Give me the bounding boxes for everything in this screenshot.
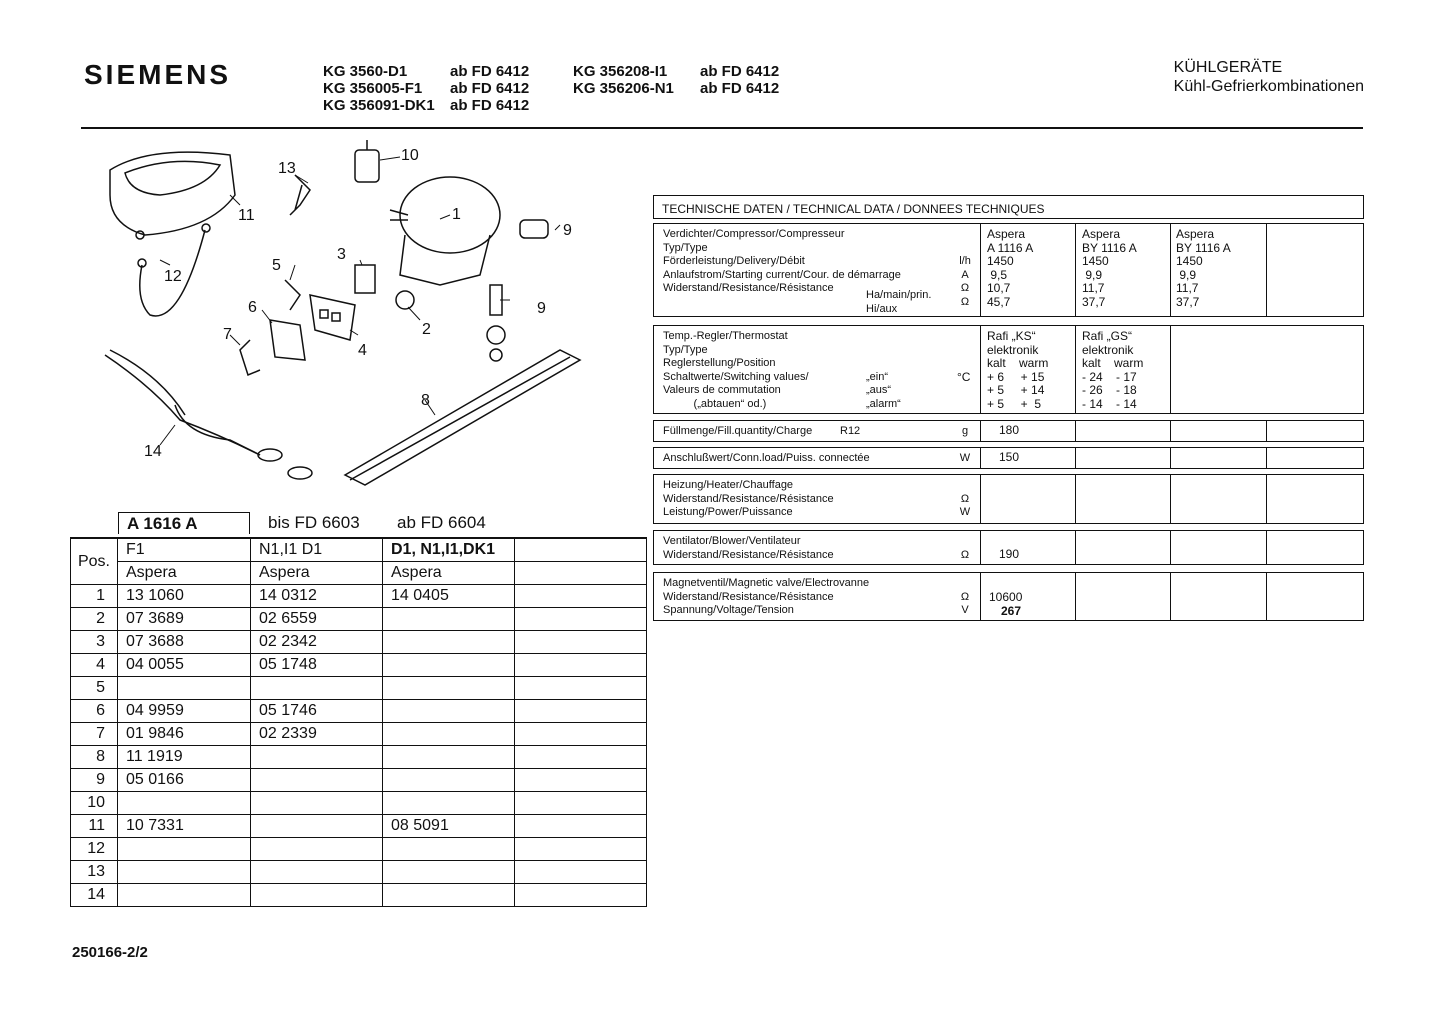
pos-cell: 5 xyxy=(71,677,118,700)
variant-cell xyxy=(515,538,647,562)
table-row xyxy=(71,792,647,815)
part-number-cell: 08 5091 xyxy=(383,815,515,838)
col-divider xyxy=(980,224,981,316)
category-title xyxy=(1174,58,1364,96)
part-number-cell: 04 0055 xyxy=(118,654,251,677)
part-number-cell xyxy=(383,631,515,654)
part-number-cell xyxy=(515,815,647,838)
model-ab: ab FD 6412 xyxy=(450,63,530,80)
col-divider xyxy=(980,573,981,620)
table-row xyxy=(71,654,647,677)
compressor-col2: Aspera BY 1116 A 1450 9,9 11,7 37,7 xyxy=(1082,227,1137,309)
part-number-cell xyxy=(515,746,647,769)
charge-value: 180 xyxy=(999,423,1020,437)
model-ab: ab FD 6412 xyxy=(700,63,780,80)
part-number-cell: 07 3688 xyxy=(118,631,251,654)
part-number-cell: 07 3689 xyxy=(118,608,251,631)
pos-cell: 11 xyxy=(71,815,118,838)
model-name: KG 356208-I1 xyxy=(573,63,668,80)
part-number-cell xyxy=(383,792,515,815)
col-divider xyxy=(1170,531,1171,564)
pos-cell: 12 xyxy=(71,838,118,861)
col-divider xyxy=(1170,475,1171,523)
part-number-cell xyxy=(515,838,647,861)
valve-value-voltage: 267 xyxy=(1001,604,1022,618)
col-divider xyxy=(1266,475,1267,523)
model-ab: ab FD 6412 xyxy=(450,97,530,114)
compressor-col3: Aspera BY 1116 A 1450 9,9 11,7 37,7 xyxy=(1176,227,1231,309)
part-terminal-box-icon xyxy=(310,295,355,340)
part-number-cell: 02 6559 xyxy=(251,608,383,631)
part-number-cell xyxy=(515,861,647,884)
part-number-cell xyxy=(118,861,251,884)
pos-header: Pos. xyxy=(71,538,118,585)
part-number-cell xyxy=(515,792,647,815)
part-number-cell xyxy=(383,838,515,861)
thermostat-col2: Rafi „GS“ elektronik kalt warm - 24 - 17 - 26 - 18 - 14 - 14 xyxy=(1082,329,1144,411)
col-divider xyxy=(1075,573,1076,620)
maker-cell: Aspera xyxy=(383,562,515,585)
part-number-cell xyxy=(383,861,515,884)
part-number-cell xyxy=(118,838,251,861)
part-relay-icon xyxy=(355,265,375,293)
callout-label: 11 xyxy=(238,207,255,224)
part-number-cell xyxy=(515,677,647,700)
part-number-cell xyxy=(383,723,515,746)
part-number-cell xyxy=(515,654,647,677)
variant-cell: F1 xyxy=(118,538,251,562)
part-number-cell: 14 0312 xyxy=(251,585,383,608)
col-divider xyxy=(980,475,981,523)
thermostat-section xyxy=(653,325,1364,414)
col-divider xyxy=(1170,448,1171,468)
part-number-cell xyxy=(251,792,383,815)
part-number-cell xyxy=(251,746,383,769)
callout-label: 3 xyxy=(337,246,346,263)
part-number-cell xyxy=(383,654,515,677)
model-name: KG 356005-F1 xyxy=(323,80,423,97)
part-number-cell xyxy=(383,746,515,769)
model-ab-list-1 xyxy=(450,63,529,114)
pos-cell: 10 xyxy=(71,792,118,815)
refrigerant: R12 xyxy=(840,425,861,437)
part-number-cell: 05 0166 xyxy=(118,769,251,792)
callout-label: 2 xyxy=(422,321,431,338)
callout-label: 1 xyxy=(452,206,461,223)
heater-section xyxy=(653,474,1364,524)
model-ab: ab FD 6412 xyxy=(450,80,530,97)
part-number-cell xyxy=(515,700,647,723)
variant-cell: N1,I1 D1 xyxy=(251,538,383,562)
maker-cell xyxy=(515,562,647,585)
part-compressor-icon xyxy=(390,177,500,285)
col-divider xyxy=(1266,573,1267,620)
model-ab-list-2 xyxy=(700,63,779,97)
col-divider xyxy=(1266,448,1267,468)
col-divider xyxy=(980,448,981,468)
thermostat-unit: °C xyxy=(957,370,971,384)
part-number-cell xyxy=(515,585,647,608)
part-number-cell xyxy=(118,884,251,907)
col-divider xyxy=(1170,224,1171,316)
col-divider xyxy=(1075,326,1076,413)
table-row xyxy=(71,677,647,700)
part-number-cell xyxy=(515,608,647,631)
part-number-cell xyxy=(515,631,647,654)
part-number-cell: 01 9846 xyxy=(118,723,251,746)
part-capacitor-icon xyxy=(355,140,379,182)
ha-label: Ha/main/prin. xyxy=(866,289,932,301)
compressor-labels: Verdichter/Compressor/Compresseur Typ/Type Förderleistung/Delivery/Débit Anlaufstrom/Starting current/Cour. de démarrage Widerstand/Resistance/Résistance xyxy=(663,228,901,295)
pos-cell: 3 xyxy=(71,631,118,654)
blower-labels: Ventilator/Blower/Ventilateur Widerstand/Resistance/Résistance xyxy=(663,535,834,561)
col-divider xyxy=(1075,448,1076,468)
part-overload-icon xyxy=(396,291,414,309)
part-number-cell xyxy=(383,884,515,907)
brand-logo: SIEMENS xyxy=(84,59,232,90)
part-number-cell xyxy=(251,677,383,700)
col-divider xyxy=(1075,224,1076,316)
part-bracket-icon xyxy=(285,280,300,310)
table-row xyxy=(71,815,647,838)
callout-label: 8 xyxy=(421,392,430,409)
pos-cell: 8 xyxy=(71,746,118,769)
col-divider xyxy=(1075,475,1076,523)
callout-label: 12 xyxy=(164,268,182,285)
col-divider xyxy=(1170,326,1171,413)
compressor-units: l/h A Ω Ω xyxy=(959,255,971,308)
pos-cell: 13 xyxy=(71,861,118,884)
part-number-cell: 02 2342 xyxy=(251,631,383,654)
table-row xyxy=(71,769,647,792)
part-number-cell: 04 9959 xyxy=(118,700,251,723)
pos-cell: 1 xyxy=(71,585,118,608)
part-number-cell: 13 1060 xyxy=(118,585,251,608)
callout-label: 4 xyxy=(358,342,367,359)
col-divider xyxy=(1266,531,1267,564)
model-list-2 xyxy=(573,63,674,97)
part-number-cell xyxy=(383,608,515,631)
blower-section xyxy=(653,530,1364,565)
compressor-col1: Aspera A 1116 A 1450 9,5 10,7 45,7 xyxy=(987,227,1034,309)
model-name: KG 356206-N1 xyxy=(573,80,674,97)
part-number-cell xyxy=(515,884,647,907)
charge-label: Füllmenge/Fill.quantity/Charge xyxy=(663,425,813,437)
charge-section xyxy=(653,420,1364,442)
part-number-cell xyxy=(383,769,515,792)
blower-value: 190 xyxy=(999,547,1020,561)
pos-cell: 6 xyxy=(71,700,118,723)
parts-table xyxy=(70,537,647,907)
hi-label: Hi/aux xyxy=(866,303,898,315)
part-number-cell xyxy=(383,677,515,700)
table-row xyxy=(71,700,647,723)
part-number-cell: 02 2339 xyxy=(251,723,383,746)
exploded-parts-diagram xyxy=(90,135,610,505)
pos-cell: 7 xyxy=(71,723,118,746)
valve-units: Ω V xyxy=(960,590,970,617)
col-divider xyxy=(1075,531,1076,564)
maker-cell: Aspera xyxy=(251,562,383,585)
part-number-cell xyxy=(251,838,383,861)
part-number-cell xyxy=(251,884,383,907)
col-divider xyxy=(1170,421,1171,441)
table-row xyxy=(71,723,647,746)
part-number-cell: 14 0405 xyxy=(383,585,515,608)
part-number-cell: 10 7331 xyxy=(118,815,251,838)
col-divider xyxy=(1266,421,1267,441)
table-row xyxy=(71,585,647,608)
pos-cell: 4 xyxy=(71,654,118,677)
header-rule xyxy=(81,127,1363,129)
callout-label: 10 xyxy=(401,147,419,164)
charge-unit: g xyxy=(961,425,969,437)
model-ab: ab FD 6412 xyxy=(700,80,780,97)
heater-labels: Heizung/Heater/Chauffage Widerstand/Resistance/Résistance Leistung/Power/Puissance xyxy=(663,479,834,519)
callout-label: 5 xyxy=(272,257,281,274)
valve-labels: Magnetventil/Magnetic valve/Electrovanne Widerstand/Resistance/Résistance Spannung/Voltage/Tension xyxy=(663,577,870,617)
col-divider xyxy=(980,326,981,413)
callout-label: 9 xyxy=(563,222,572,239)
part-harness-icon xyxy=(105,350,312,479)
part-number-cell: 11 1919 xyxy=(118,746,251,769)
thermostat-labels: Temp.-Regler/Thermostat Typ/Type Reglerstellung/Position Schaltwerte/Switching values/ Valeurs de commutation („abtauen“ od.) xyxy=(663,330,809,410)
blower-units: Ω xyxy=(960,548,970,561)
parts-type-box: A 1616 A xyxy=(118,512,250,534)
pos-cell: 14 xyxy=(71,884,118,907)
thermostat-col1: Rafi „KS“ elektronik kalt warm + 6 + 15 + 5 + 14 + 5 + 5 xyxy=(987,329,1049,411)
callout-label: 9 xyxy=(537,300,546,317)
part-mount-icon xyxy=(487,285,505,361)
callout-label: 13 xyxy=(278,160,296,177)
part-number-cell xyxy=(251,769,383,792)
part-cover-icon xyxy=(110,152,235,239)
part-grommet-icon xyxy=(520,220,548,238)
table-row xyxy=(71,608,647,631)
callout-label: 6 xyxy=(248,299,257,316)
variant-cell: D1, N1,I1,DK1 xyxy=(383,538,515,562)
model-name: KG 3560-D1 xyxy=(323,63,408,80)
part-rail-icon xyxy=(345,350,580,485)
document-id: 250166-2/2 xyxy=(72,944,148,961)
col-divider xyxy=(980,421,981,441)
category-line: KÜHLGERÄTE xyxy=(1173,59,1283,76)
valve-value-resistance: 10600 xyxy=(989,590,1023,604)
table-row xyxy=(71,838,647,861)
col-divider xyxy=(1075,421,1076,441)
table-row xyxy=(71,861,647,884)
pos-cell: 9 xyxy=(71,769,118,792)
parts-col3-range: ab FD 6604 xyxy=(397,513,486,532)
part-spring-clip-icon xyxy=(240,340,260,375)
maker-cell: Aspera xyxy=(118,562,251,585)
part-number-cell xyxy=(383,700,515,723)
col-divider xyxy=(1170,573,1171,620)
table-row xyxy=(71,884,647,907)
model-name: KG 356091-DK1 xyxy=(323,97,435,114)
part-number-cell xyxy=(118,677,251,700)
callout-label: 14 xyxy=(144,443,162,460)
col-divider xyxy=(980,531,981,564)
part-clip-icon xyxy=(290,175,310,215)
part-number-cell xyxy=(251,861,383,884)
parts-rows xyxy=(71,585,647,907)
conn-value: 150 xyxy=(999,450,1020,464)
valve-section xyxy=(653,572,1364,621)
heater-units: Ω W xyxy=(959,492,971,519)
parts-col2-range: bis FD 6603 xyxy=(268,513,360,532)
part-number-cell xyxy=(515,769,647,792)
part-number-cell xyxy=(118,792,251,815)
conn-label: Anschlußwert/Conn.load/Puiss. connectée xyxy=(663,452,870,464)
switch-labels: „ein“ „aus“ „alarm“ xyxy=(866,370,901,410)
conn-load-section xyxy=(653,447,1364,469)
compressor-section xyxy=(653,223,1364,317)
part-number-cell: 05 1746 xyxy=(251,700,383,723)
part-number-cell xyxy=(251,815,383,838)
category-line: Kühl-Gefrierkombinationen xyxy=(1173,78,1364,95)
conn-unit: W xyxy=(959,452,971,464)
model-list-1 xyxy=(323,63,435,114)
part-number-cell: 05 1748 xyxy=(251,654,383,677)
pos-cell: 2 xyxy=(71,608,118,631)
col-divider xyxy=(1266,224,1267,316)
table-row xyxy=(71,631,647,654)
part-number-cell xyxy=(515,723,647,746)
part-starter-icon xyxy=(270,320,305,360)
table-row xyxy=(71,746,647,769)
callout-label: 7 xyxy=(223,326,232,343)
tech-data-title: TECHNISCHE DATEN / TECHNICAL DATA / DONNEES TECHNIQUES xyxy=(653,195,1364,219)
